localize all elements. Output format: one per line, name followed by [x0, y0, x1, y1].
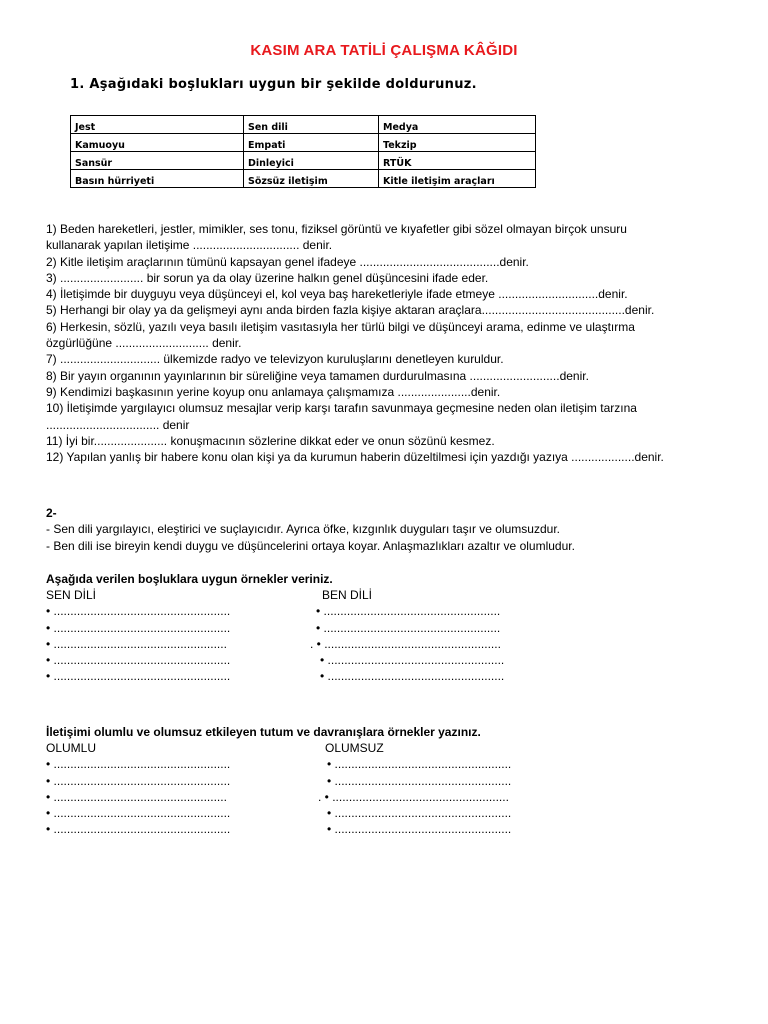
question-1-heading: 1. Aşağıdaki boşlukları uygun bir şekilde doldurunuz. — [70, 77, 477, 92]
table-cell: Sen dili — [244, 116, 379, 134]
table-row — [71, 152, 536, 170]
column-header: OLUMLU — [46, 741, 97, 755]
section-2-line: - Ben dili ise bireyin kendi duygu ve düşüncelerini ortaya koyar. Anlaşmazlıkları azaltır ve olumludur. — [46, 538, 575, 553]
list-item: 3) ......................... bir sorun ya da olay üzerine halkın genel düşüncesini ifade eder. — [46, 270, 489, 285]
table-cell: Kamuoyu — [71, 134, 244, 152]
list-item: 7) .............................. ülkemizde radyo ve televizyon kuruluşlarını denetleyen kuruldur. — [46, 352, 504, 367]
page-title: KASIM ARA TATİLİ ÇALIŞMA KÂĞIDI — [250, 42, 518, 59]
section-2-prompt: Aşağıda verilen boşluklara uygun örnekler veriniz. — [46, 572, 333, 586]
table-cell: Kitle iletişim araçları — [379, 170, 536, 188]
table-row — [71, 116, 536, 134]
blank-line: • ..................................................... — [320, 669, 505, 684]
blank-line: • ..................................................... — [46, 620, 231, 635]
ben-dili-column — [310, 587, 504, 685]
list-item: kullanarak yapılan iletişime ................................ denir. — [46, 238, 333, 253]
blank-line: • ..................................................... — [327, 773, 512, 788]
blank-line: • ..................................................... — [46, 653, 231, 668]
blank-line: • ..................................................... — [316, 604, 501, 619]
list-item: 9) Kendimizi başkasının yerine koyup onu anlamaya çalışmamıza ......................denir. — [46, 384, 501, 399]
section-2-line: - Sen dili yargılayıcı, eleştirici ve suçlayıcıdır. Ayrıca öfke, kızgınlık duyguları taşır ve olumsuzdur. — [46, 522, 560, 537]
column-header: BEN DİLİ — [322, 588, 373, 602]
table-cell: RTÜK — [379, 152, 536, 170]
blank-line: • ..................................................... — [327, 822, 512, 837]
list-item: 10) İletişimde yargılayıcı olumsuz mesajlar verip karşı tarafın savunmaya geçmesine neden olan iletişim tarzına — [46, 401, 637, 416]
table-cell: Tekzip — [379, 134, 536, 152]
section-2-number: 2- — [46, 506, 57, 520]
list-item: 5) Herhangi bir olay ya da gelişmeyi aynı anda birden fazla kişiye aktaran araçlara...........................................denir. — [46, 303, 655, 318]
blank-line: • ..................................................... — [46, 757, 231, 772]
table-cell: Jest — [71, 116, 244, 134]
sen-dili-column — [46, 587, 230, 685]
blank-line: • ..................................................... — [327, 806, 512, 821]
terms-table — [70, 115, 536, 188]
fill-in-list — [46, 221, 736, 465]
blank-line: • ..................................................... — [327, 757, 512, 772]
list-item: 11) İyi bir...................... konuşmacının sözlerine dikkat eder ve onun sözünü kesmez. — [46, 433, 495, 448]
list-item: 2) Kitle iletişim araçlarının tümünü kapsayan genel ifadeye ..........................................denir. — [46, 254, 529, 269]
blank-line: • ..................................................... — [46, 604, 231, 619]
blank-line: • ..................................................... — [46, 773, 231, 788]
blank-line: • .................................................... — [46, 636, 227, 651]
column-header: OLUMSUZ — [325, 741, 384, 755]
table-cell: Empati — [244, 134, 379, 152]
blank-line: • ..................................................... — [46, 806, 231, 821]
section-2 — [46, 505, 575, 554]
table-cell: Sözsüz iletişim — [244, 170, 379, 188]
table-row — [71, 170, 536, 188]
list-item: özgürlüğüne ............................ denir. — [46, 336, 242, 351]
list-item: 4) İletişimde bir duyguyu veya düşünceyi el, kol veya baş hareketleriyle ifade etmeye ..............................denir. — [46, 287, 628, 302]
blank-line: • ..................................................... — [46, 669, 231, 684]
blank-line: . • ..................................................... — [318, 789, 509, 804]
olumsuz-column — [318, 740, 511, 838]
list-item: 8) Bir yayın organının yayınlarının bir süreliğine veya tamamen durdurulmasına ...........................denir. — [46, 368, 589, 383]
section-3-prompt: İletişimi olumlu ve olumsuz etkileyen tutum ve davranışlara örnekler yazınız. — [46, 725, 481, 739]
blank-line: • .................................................... — [46, 789, 227, 804]
table-cell: Dinleyici — [244, 152, 379, 170]
olumlu-column — [46, 740, 230, 838]
blank-line: . • ..................................................... — [310, 636, 501, 651]
table-row — [71, 134, 536, 152]
list-item: 6) Herkesin, sözlü, yazılı veya basılı iletişim vasıtasıyla her türlü bilgi ve düşünceyi arama, edinme ve ulaştırma — [46, 319, 635, 334]
table-cell: Sansür — [71, 152, 244, 170]
table-cell: Basın hürriyeti — [71, 170, 244, 188]
list-item: 12) Yapılan yanlış bir habere konu olan kişi ya da kurumun haberin düzeltilmesi için yazdığı yazıya ...................denir. — [46, 450, 664, 465]
table-cell: Medya — [379, 116, 536, 134]
blank-line: • ..................................................... — [46, 822, 231, 837]
blank-line: • ..................................................... — [320, 653, 505, 668]
blank-line: • ..................................................... — [316, 620, 501, 635]
column-header: SEN DİLİ — [46, 588, 97, 602]
list-item: .................................. denir — [46, 417, 190, 432]
list-item: 1) Beden hareketleri, jestler, mimikler, ses tonu, fiziksel görüntü ve kıyafetler gibi sözel olmayan birçok unsuru — [46, 222, 627, 236]
